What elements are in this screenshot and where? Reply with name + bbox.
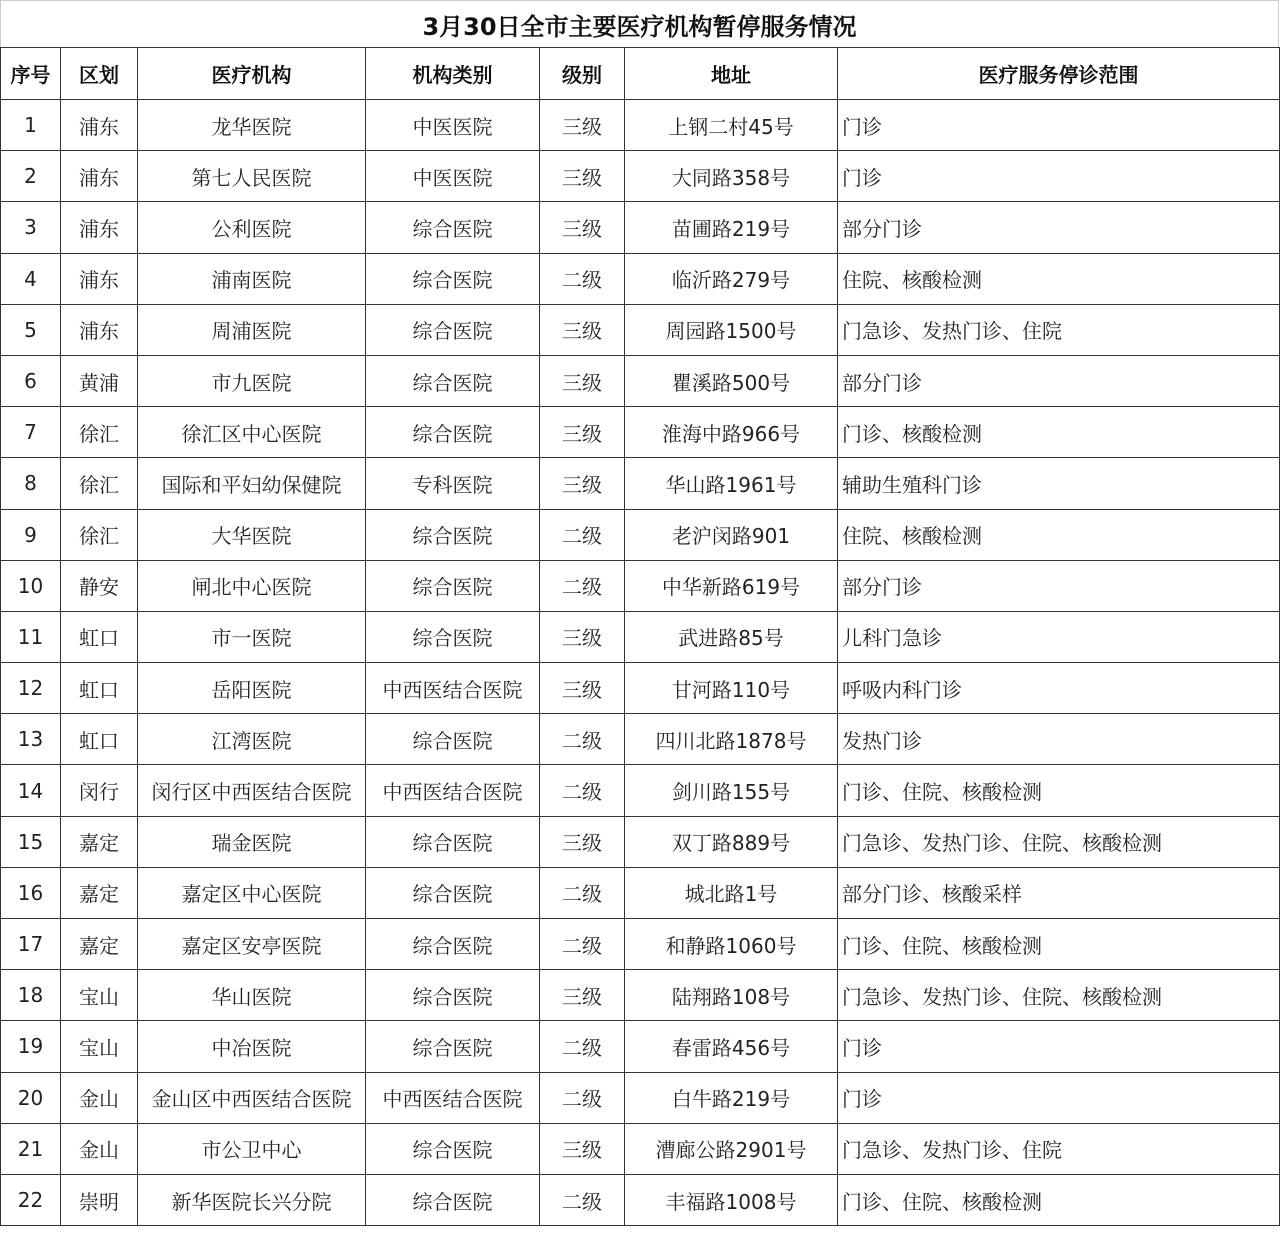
header-district: 区划 (61, 48, 138, 100)
cell-address: 陆翔路108号 (625, 970, 838, 1021)
cell-category: 综合医院 (366, 867, 540, 918)
cell-index: 10 (1, 560, 61, 611)
cell-district: 黄浦 (61, 355, 138, 406)
table-row (1, 509, 1280, 560)
cell-district: 浦东 (61, 253, 138, 304)
cell-level: 三级 (540, 663, 625, 714)
cell-district: 嘉定 (61, 816, 138, 867)
cell-category: 综合医院 (366, 714, 540, 765)
header-category: 机构类别 (366, 48, 540, 100)
table-row (1, 867, 1280, 918)
cell-address: 周园路1500号 (625, 304, 838, 355)
cell-address: 武进路85号 (625, 611, 838, 662)
cell-institution: 新华医院长兴分院 (138, 1174, 366, 1225)
cell-suspended-scope: 住院、核酸检测 (838, 253, 1280, 304)
cell-institution: 嘉定区中心医院 (138, 867, 366, 918)
cell-institution: 闵行区中西医结合医院 (138, 765, 366, 816)
cell-suspended-scope: 呼吸内科门诊 (838, 663, 1280, 714)
cell-suspended-scope: 门诊、住院、核酸检测 (838, 919, 1280, 970)
table-row (1, 1174, 1280, 1225)
cell-index: 18 (1, 970, 61, 1021)
cell-index: 6 (1, 355, 61, 406)
cell-district: 金山 (61, 1072, 138, 1123)
cell-suspended-scope: 门急诊、发热门诊、住院、核酸检测 (838, 816, 1280, 867)
cell-address: 老沪闵路901 (625, 509, 838, 560)
cell-suspended-scope: 部分门诊 (838, 202, 1280, 253)
cell-suspended-scope: 门诊、住院、核酸检测 (838, 765, 1280, 816)
cell-district: 浦东 (61, 304, 138, 355)
cell-institution: 市九医院 (138, 355, 366, 406)
cell-suspended-scope: 门诊、核酸检测 (838, 407, 1280, 458)
cell-index: 19 (1, 1021, 61, 1072)
cell-district: 徐汇 (61, 458, 138, 509)
cell-index: 7 (1, 407, 61, 458)
cell-suspended-scope: 门急诊、发热门诊、住院 (838, 304, 1280, 355)
cell-level: 三级 (540, 355, 625, 406)
cell-index: 12 (1, 663, 61, 714)
table-row (1, 1021, 1280, 1072)
cell-category: 综合医院 (366, 407, 540, 458)
cell-district: 徐汇 (61, 407, 138, 458)
cell-index: 5 (1, 304, 61, 355)
cell-level: 三级 (540, 407, 625, 458)
cell-district: 崇明 (61, 1174, 138, 1225)
cell-institution: 瑞金医院 (138, 816, 366, 867)
cell-suspended-scope: 部分门诊、核酸采样 (838, 867, 1280, 918)
cell-category: 综合医院 (366, 1021, 540, 1072)
cell-category: 综合医院 (366, 560, 540, 611)
table-row (1, 355, 1280, 406)
cell-suspended-scope: 门诊 (838, 151, 1280, 202)
cell-level: 三级 (540, 1123, 625, 1174)
cell-category: 综合医院 (366, 509, 540, 560)
cell-category: 中西医结合医院 (366, 765, 540, 816)
cell-category: 综合医院 (366, 1174, 540, 1225)
cell-category: 综合医院 (366, 202, 540, 253)
header-row (1, 48, 1280, 100)
cell-level: 二级 (540, 1021, 625, 1072)
table-row (1, 765, 1280, 816)
cell-institution: 浦南医院 (138, 253, 366, 304)
cell-category: 专科医院 (366, 458, 540, 509)
cell-institution: 龙华医院 (138, 100, 366, 151)
cell-address: 四川北路1878号 (625, 714, 838, 765)
cell-district: 虹口 (61, 611, 138, 662)
cell-category: 中医医院 (366, 100, 540, 151)
cell-suspended-scope: 辅助生殖科门诊 (838, 458, 1280, 509)
cell-institution: 华山医院 (138, 970, 366, 1021)
cell-category: 综合医院 (366, 1123, 540, 1174)
cell-category: 中西医结合医院 (366, 663, 540, 714)
cell-level: 三级 (540, 202, 625, 253)
cell-category: 综合医院 (366, 816, 540, 867)
cell-institution: 金山区中西医结合医院 (138, 1072, 366, 1123)
page-title: 3月30日全市主要医疗机构暂停服务情况 (0, 0, 1279, 47)
cell-level: 二级 (540, 560, 625, 611)
cell-address: 华山路1961号 (625, 458, 838, 509)
cell-index: 17 (1, 919, 61, 970)
hospital-suspension-table (0, 47, 1280, 1226)
cell-index: 16 (1, 867, 61, 918)
cell-category: 综合医院 (366, 355, 540, 406)
table-row (1, 100, 1280, 151)
cell-level: 三级 (540, 151, 625, 202)
header-level: 级别 (540, 48, 625, 100)
cell-district: 金山 (61, 1123, 138, 1174)
cell-category: 综合医院 (366, 253, 540, 304)
cell-institution: 中冶医院 (138, 1021, 366, 1072)
table-row (1, 407, 1280, 458)
cell-category: 中医医院 (366, 151, 540, 202)
table-row (1, 1072, 1280, 1123)
cell-suspended-scope: 部分门诊 (838, 355, 1280, 406)
cell-district: 嘉定 (61, 919, 138, 970)
cell-suspended-scope: 门诊、住院、核酸检测 (838, 1174, 1280, 1225)
cell-address: 瞿溪路500号 (625, 355, 838, 406)
cell-level: 二级 (540, 714, 625, 765)
cell-level: 三级 (540, 100, 625, 151)
cell-institution: 大华医院 (138, 509, 366, 560)
cell-district: 虹口 (61, 663, 138, 714)
table-row (1, 253, 1280, 304)
cell-address: 丰福路1008号 (625, 1174, 838, 1225)
header-suspended-scope: 医疗服务停诊范围 (838, 48, 1280, 100)
cell-address: 春雷路456号 (625, 1021, 838, 1072)
cell-index: 14 (1, 765, 61, 816)
cell-index: 2 (1, 151, 61, 202)
cell-district: 宝山 (61, 1021, 138, 1072)
table-row (1, 663, 1280, 714)
cell-suspended-scope: 住院、核酸检测 (838, 509, 1280, 560)
cell-level: 二级 (540, 1072, 625, 1123)
cell-category: 中西医结合医院 (366, 1072, 540, 1123)
cell-index: 3 (1, 202, 61, 253)
cell-level: 三级 (540, 970, 625, 1021)
cell-index: 4 (1, 253, 61, 304)
cell-level: 二级 (540, 765, 625, 816)
cell-suspended-scope: 门急诊、发热门诊、住院、核酸检测 (838, 970, 1280, 1021)
cell-level: 二级 (540, 867, 625, 918)
header-institution: 医疗机构 (138, 48, 366, 100)
cell-address: 上钢二村45号 (625, 100, 838, 151)
cell-institution: 江湾医院 (138, 714, 366, 765)
cell-district: 宝山 (61, 970, 138, 1021)
cell-institution: 嘉定区安亭医院 (138, 919, 366, 970)
cell-address: 双丁路889号 (625, 816, 838, 867)
cell-index: 9 (1, 509, 61, 560)
cell-institution: 周浦医院 (138, 304, 366, 355)
cell-suspended-scope: 门急诊、发热门诊、住院 (838, 1123, 1280, 1174)
table-row (1, 151, 1280, 202)
table-row (1, 1123, 1280, 1174)
table-row (1, 919, 1280, 970)
cell-index: 22 (1, 1174, 61, 1225)
cell-institution: 徐汇区中心医院 (138, 407, 366, 458)
cell-index: 21 (1, 1123, 61, 1174)
cell-address: 白牛路219号 (625, 1072, 838, 1123)
cell-suspended-scope: 儿科门急诊 (838, 611, 1280, 662)
table-row (1, 202, 1280, 253)
cell-suspended-scope: 门诊 (838, 1072, 1280, 1123)
cell-institution: 第七人民医院 (138, 151, 366, 202)
cell-suspended-scope: 发热门诊 (838, 714, 1280, 765)
cell-institution: 市公卫中心 (138, 1123, 366, 1174)
cell-address: 剑川路155号 (625, 765, 838, 816)
cell-index: 8 (1, 458, 61, 509)
cell-institution: 公利医院 (138, 202, 366, 253)
cell-district: 浦东 (61, 202, 138, 253)
cell-district: 静安 (61, 560, 138, 611)
table-row (1, 560, 1280, 611)
cell-address: 临沂路279号 (625, 253, 838, 304)
cell-level: 二级 (540, 1174, 625, 1225)
cell-category: 综合医院 (366, 611, 540, 662)
cell-address: 中华新路619号 (625, 560, 838, 611)
cell-suspended-scope: 部分门诊 (838, 560, 1280, 611)
cell-level: 二级 (540, 253, 625, 304)
table-row (1, 714, 1280, 765)
cell-index: 1 (1, 100, 61, 151)
table-row (1, 304, 1280, 355)
cell-address: 城北路1号 (625, 867, 838, 918)
cell-category: 综合医院 (366, 970, 540, 1021)
cell-address: 甘河路110号 (625, 663, 838, 714)
cell-institution: 岳阳医院 (138, 663, 366, 714)
cell-address: 淮海中路966号 (625, 407, 838, 458)
cell-district: 浦东 (61, 100, 138, 151)
cell-district: 嘉定 (61, 867, 138, 918)
header-index: 序号 (1, 48, 61, 100)
cell-index: 13 (1, 714, 61, 765)
cell-level: 三级 (540, 458, 625, 509)
cell-institution: 闸北中心医院 (138, 560, 366, 611)
cell-address: 漕廊公路2901号 (625, 1123, 838, 1174)
cell-address: 大同路358号 (625, 151, 838, 202)
cell-district: 徐汇 (61, 509, 138, 560)
cell-level: 二级 (540, 919, 625, 970)
cell-category: 综合医院 (366, 304, 540, 355)
table-row (1, 970, 1280, 1021)
cell-district: 浦东 (61, 151, 138, 202)
cell-address: 和静路1060号 (625, 919, 838, 970)
table-row (1, 611, 1280, 662)
cell-district: 闵行 (61, 765, 138, 816)
cell-level: 三级 (540, 816, 625, 867)
cell-level: 三级 (540, 304, 625, 355)
cell-index: 20 (1, 1072, 61, 1123)
cell-institution: 市一医院 (138, 611, 366, 662)
cell-index: 15 (1, 816, 61, 867)
table-row (1, 458, 1280, 509)
cell-category: 综合医院 (366, 919, 540, 970)
cell-level: 二级 (540, 509, 625, 560)
table-row (1, 816, 1280, 867)
cell-institution: 国际和平妇幼保健院 (138, 458, 366, 509)
cell-index: 11 (1, 611, 61, 662)
header-address: 地址 (625, 48, 838, 100)
cell-address: 苗圃路219号 (625, 202, 838, 253)
table-body (1, 100, 1280, 1226)
cell-suspended-scope: 门诊 (838, 100, 1280, 151)
cell-district: 虹口 (61, 714, 138, 765)
cell-suspended-scope: 门诊 (838, 1021, 1280, 1072)
cell-level: 三级 (540, 611, 625, 662)
